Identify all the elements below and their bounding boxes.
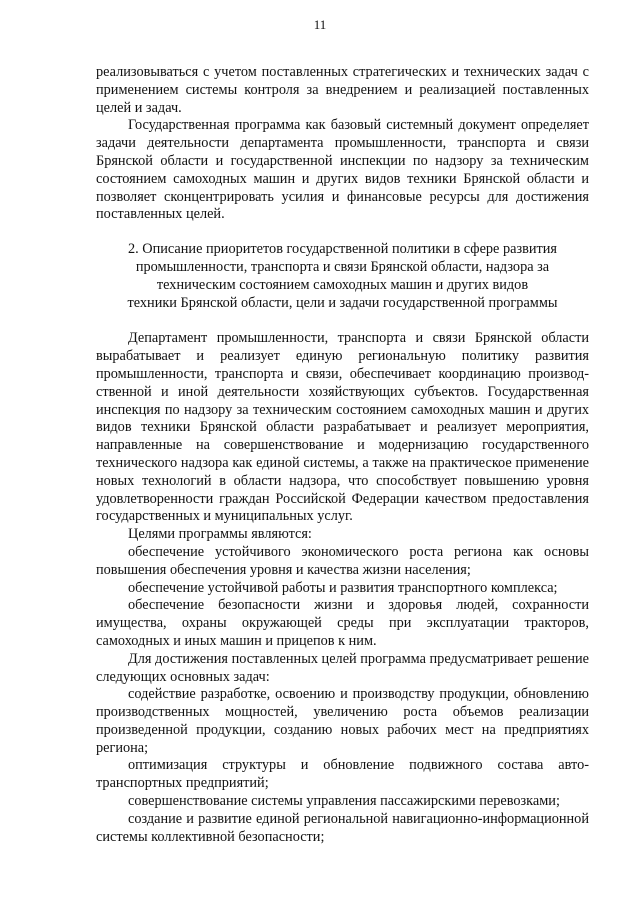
goal-item: обеспечение безопасности жизни и здоровья людей, сохранности имущества, охраны окружающей среды при эксплуатации тракторов, самоходных и иных машин и прицепов к ним. [96, 597, 589, 649]
section-heading [96, 241, 589, 312]
task-item: содействие разработке, освоению и производству продукции, обновлению производственных мощностей, увеличению роста объемов реализации произведенной продукции, созданию новых рабочих мест на предприятиях региона; [96, 686, 589, 756]
department-description-paragraph: Департамент промышленности, транспорта и связи Брянской области вырабатывает и реализует единую региональную политику развития промышленности, транспорта и связи, обеспечивает координацию производственной и иной деятельности хозяйствующих субъектов. Государственная инспекция по надзору за техническим состоянием самоходных машин и других видов техники Брянской области разрабатывает и реализует мероприятия, направленные на совершенствование и модернизацию государственного технического надзора как единой системы, а также на практическое применение новых технологий в области надзора, что способствует повышению уровня удовлетворенности граждан Российской Федерации качеством предоставления государственных и муниципальных услуг. [96, 330, 589, 525]
tasks-intro-paragraph: Для достижения поставленных целей программа предусматривает решение следующих основных задач: [96, 650, 589, 685]
goal-item: обеспечение устойчивой работы и развития транспортного комплекса; [128, 579, 558, 596]
task-item: создание и развитие единой региональной навигационно-информационной системы коллективной безопасности; [96, 810, 589, 845]
section-heading-line: 2. Описание приоритетов государственной политики в сфере развития [127, 241, 557, 258]
section-heading-line: техники Брянской области, цели и задачи государственной программы [127, 294, 558, 311]
page-number: 11 [313, 17, 327, 32]
section-heading-line: техническим состоянием самоходных машин и других видов [156, 276, 529, 293]
intro-paragraph-2: Государственная программа как базовый системный документ определяет задачи деятельности департамента промышленности, транспорта и связи Брянской области и государственной инспекции по надзору за техническим состоянием самоходных машин и других видов техники Брянской области и позволяет сконцентрировать усилия и финансовые ресурсы для достижения поставленных целей. [96, 117, 589, 223]
task-item: оптимизация структуры и обновление подвижного состава автотранспортных предприятий; [96, 757, 589, 792]
document-body [96, 64, 589, 846]
section-heading-line: промышленности, транспорта и связи Брянской области, надзора за [135, 258, 550, 275]
goal-item: обеспечение устойчивого экономического роста региона как основы повышения обеспечения уровня и качества жизни населения; [96, 543, 589, 578]
intro-paragraph-1: реализовываться с учетом поставленных стратегических и технических задач с применением системы контроля за внедрением и реализацией поставленных целей и задач. [96, 64, 589, 116]
task-item: совершенствование системы управления пассажирскими перевозками; [128, 793, 560, 810]
program-goals-heading: Целями программы являются: [128, 526, 312, 543]
